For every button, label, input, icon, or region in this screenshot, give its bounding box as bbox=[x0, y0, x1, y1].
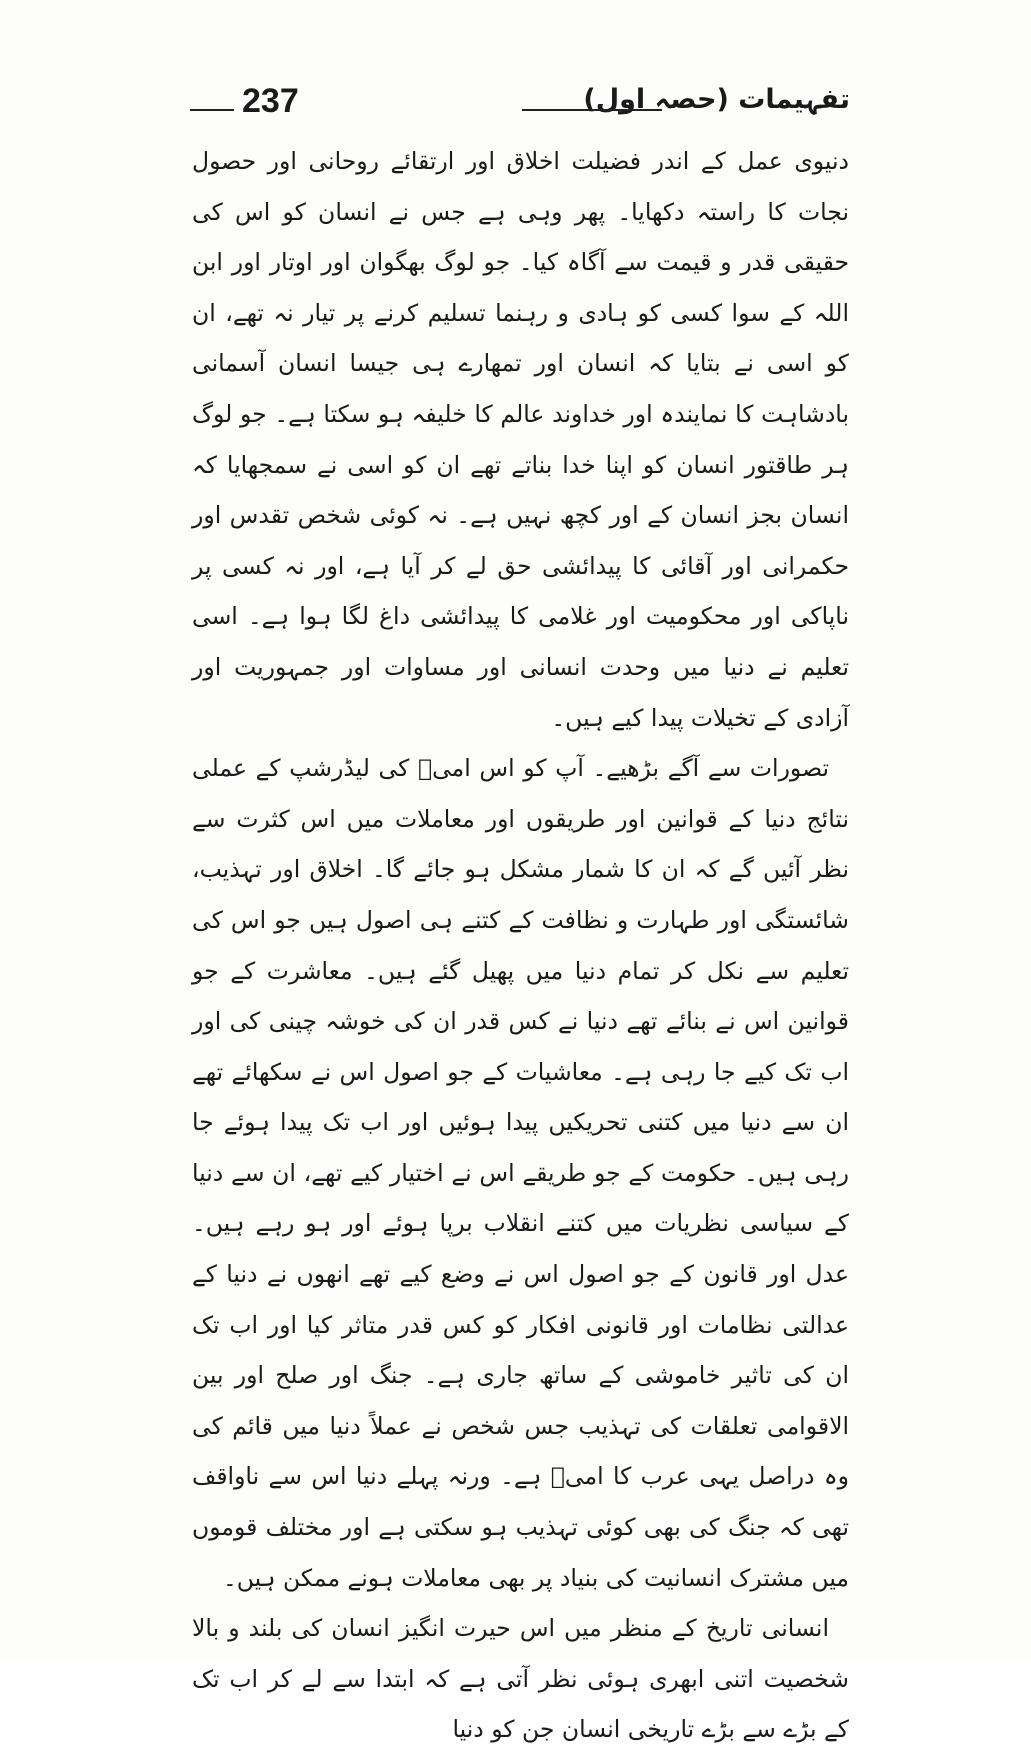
page-number: 237 bbox=[242, 82, 299, 120]
paragraph: تصورات سے آگے بڑھیے۔ آپ کو اس امیؐ کی لیڈرشپ کے عملی نتائج دنیا کے قوانین اور طریقوں اور معاملات میں اس کثرت سے نظر آئیں گے کہ ان کا شمار مشکل ہو جائے گا۔ اخلاق اور تہذیب، شائستگی اور طہارت و نظافت کے کتنے ہی اصول ہیں جو اس کی تعلیم سے نکل کر تمام دنیا میں پھیل گئے ہیں۔ معاشرت کے جو قوانین اس نے بنائے تھے دنیا نے کس قدر ان کی خوشہ چینی کی اور اب تک کیے جا رہی ہے۔ معاشیات کے جو اصول اس نے سکھائے تھے ان سے دنیا میں کتنی تحریکیں پیدا ہوئیں اور اب تک پیدا ہوئے جا رہی ہیں۔ حکومت کے جو طریقے اس نے اختیار کیے تھے، ان سے دنیا کے سیاسی نظریات میں کتنے انقلاب برپا ہوئے اور ہو رہے ہیں۔ عدل اور قانون کے جو اصول اس نے وضع کیے تھے انھوں نے دنیا کے عدالتی نظامات اور قانونی افکار کو کس قدر متاثر کیا اور اب تک ان کی تاثیر خاموشی کے ساتھ جاری ہے۔ جنگ اور صلح اور بین الاقوامی تعلقات کی تہذیب جس شخص نے عملاً دنیا میں قائم کی وہ دراصل یہی عرب کا امیؐ ہے۔ ورنہ پہلے دنیا اس سے ناواقف تھی کہ جنگ کی بھی کوئی تہذیب ہو سکتی ہے اور مختلف قوموں میں مشترک انسانیت کی بنیاد پر بھی معاملات ہونے ممکن ہیں۔ bbox=[192, 754, 849, 1592]
paragraph: دنیوی عمل کے اندر فضیلت اخلاق اور ارتقائے روحانی اور حصول نجات کا راستہ دکھایا۔ پھر وہی ہے جس نے انسان کو اس کی حقیقی قدر و قیمت سے آگاہ کیا۔ جو لوگ بھگوان اور اوتار اور ابن اللہ کے سوا کسی کو ہادی و رہنما تسلیم کرنے پر تیار نہ تھے، ان کو اسی نے بتایا کہ انسان اور تمھارے ہی جیسا انسان آسمانی بادشاہت کا نمایندہ اور خداوند عالم کا خلیفہ ہو سکتا ہے۔ جو لوگ ہر طاقتور انسان کو اپنا خدا بناتے تھے ان کو اسی نے سمجھایا کہ انسان بجز انسان کے اور کچھ نہیں ہے۔ نہ کوئی شخص تقدس اور حکمرانی اور آقائی کا پیدائشی حق لے کر آیا ہے، اور نہ کسی پر ناپاکی اور محکومیت اور غلامی کا پیدائشی داغ لگا ہوا ہے۔ اسی تعلیم نے دنیا میں وحدت انسانی اور مساوات اور جمہوریت اور آزادی کے تخیلات پیدا کیے ہیں۔ bbox=[192, 147, 849, 732]
paragraph: انسانی تاریخ کے منظر میں اس حیرت انگیز انسان کی بلند و بالا شخصیت اتنی ابھری ہوئی نظر آتی ہے کہ ابتدا سے لے کر اب تک کے بڑے سے بڑے تاریخی انسان جن کو دنیا bbox=[192, 1614, 849, 1744]
running-header bbox=[190, 82, 850, 122]
header-rule bbox=[190, 109, 234, 111]
page-body bbox=[192, 136, 849, 1755]
book-title: تفہیمات (حصہ اول) bbox=[583, 84, 850, 115]
header-rule bbox=[522, 109, 662, 111]
